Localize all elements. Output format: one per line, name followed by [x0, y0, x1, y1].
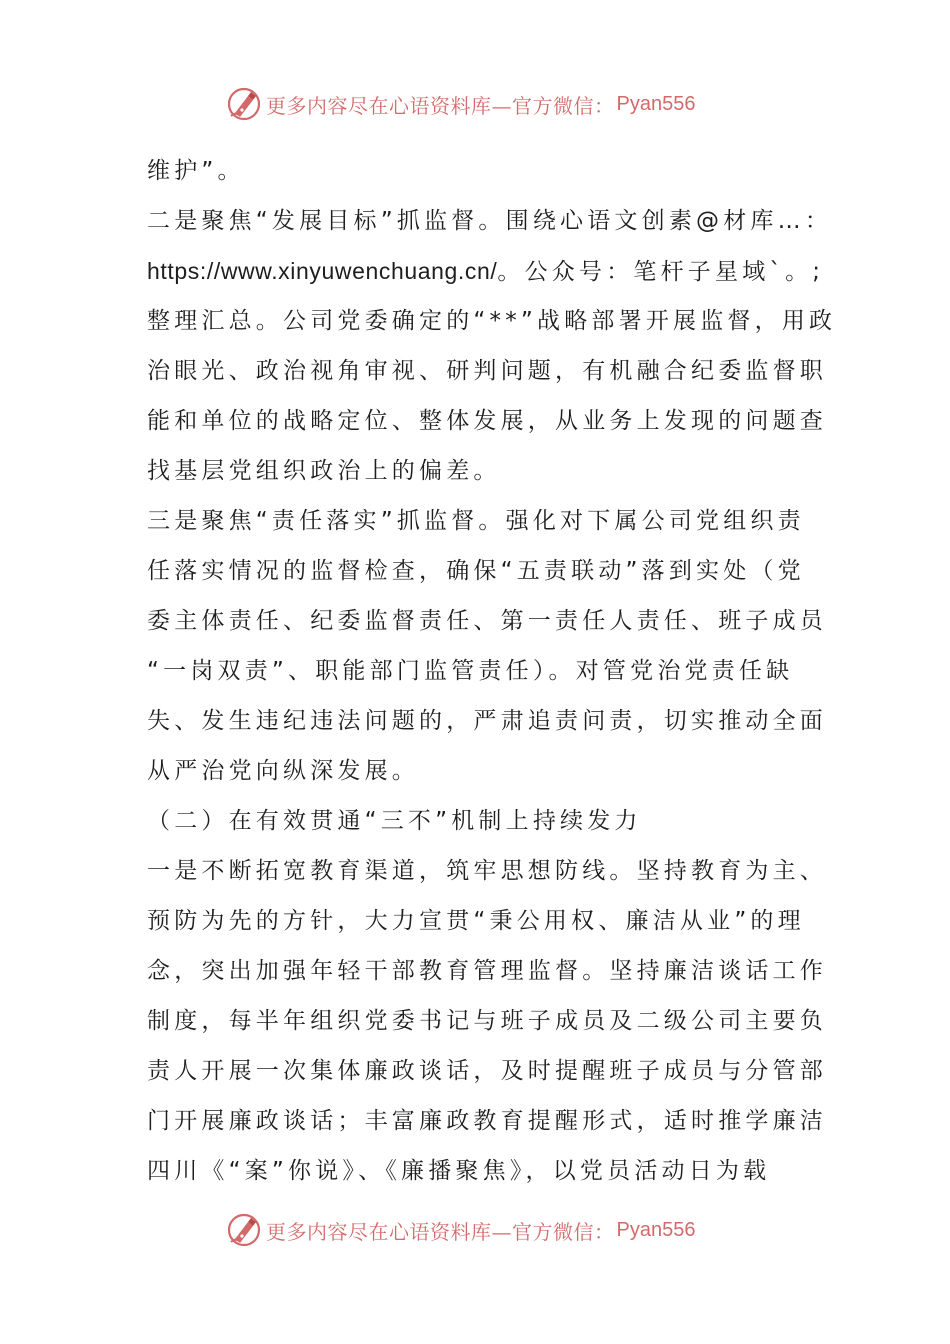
footer-banner-text: 更多内容尽在心语资料库—官方微信：	[266, 1219, 615, 1244]
text-line: 能和单位的战略定位、整体发展，从业务上发现的问题查	[147, 408, 827, 434]
banner-text: 更多内容尽在心语资料库—官方微信：	[266, 93, 615, 118]
url-suffix: 。公众号：笔杆子星域`。;	[497, 259, 825, 285]
footer-banner-wechat-id: Pyan556	[616, 1218, 696, 1241]
text-line: 整理汇总。公司党委确定的“**”战略部署开展监督，用政	[147, 308, 837, 334]
section-heading: （二）在有效贯通“三不”机制上持续发力	[147, 808, 642, 834]
text-line: 责人开展一次集体廉政谈话，及时提醒班子成员与分管部	[147, 1058, 827, 1084]
footer-banner	[226, 1210, 695, 1250]
text-line: 三是聚焦“责任落实”抓监督。强化对下属公司党组织责	[147, 508, 805, 534]
text-line: 念，突出加强年轻干部教育管理监督。坚持廉洁谈话工作	[147, 958, 827, 984]
header-banner	[226, 84, 695, 124]
text-line: 治眼光、政治视角审视、研判问题，有机融合纪委监督职	[147, 358, 827, 384]
text-line: 任落实情况的监督检查，确保“五责联动”落到实处（党	[147, 558, 805, 584]
pen-nib-logo-icon	[226, 1212, 262, 1248]
text-line: 预防为先的方针，大力宣贯“秉公用权、廉洁从业”的理	[147, 908, 805, 934]
website-link[interactable]: https://www.xinyuwenchuang.cn/	[147, 258, 498, 284]
banner-wechat-id: Pyan556	[616, 92, 696, 115]
text-line: 门开展廉政谈话；丰富廉政教育提醒形式，适时推学廉洁	[147, 1108, 827, 1134]
text-line: 四川《“案”你说》、《廉播聚焦》，以党员活动日为载	[147, 1158, 771, 1184]
text-line: 制度，每半年组织党委书记与班子成员及二级公司主要负	[147, 1008, 827, 1034]
text-line: 委主体责任、纪委监督责任、第一责任人责任、班子成员	[147, 608, 827, 634]
text-line: 找基层党组织政治上的偏差。	[147, 458, 501, 484]
text-line: 二是聚焦“发展目标”抓监督。围绕心语文创素@材库…：	[147, 208, 833, 234]
text-line: 从严治党向纵深发展。	[147, 758, 419, 784]
url-line	[147, 246, 825, 296]
pen-nib-logo-icon	[226, 86, 262, 122]
text-line: “一岗双责”、职能部门监管责任）。对管党治党责任缺	[147, 658, 794, 684]
document-body	[147, 146, 837, 1196]
text-line: 一是不断拓宽教育渠道，筑牢思想防线。坚持教育为主、	[147, 858, 827, 884]
text-line: 失、发生违纪违法问题的，严肃追责问责，切实推动全面	[147, 708, 827, 734]
text-line: 维护”。	[147, 158, 245, 184]
